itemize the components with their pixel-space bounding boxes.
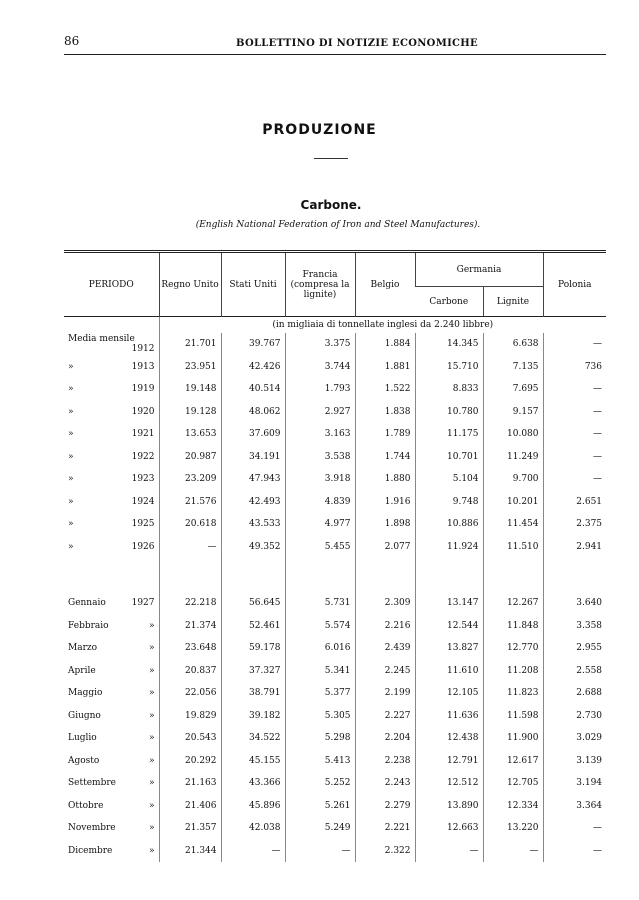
subsection-title: Carbone. <box>300 198 362 212</box>
annual-row <box>64 378 606 401</box>
period-label: » <box>68 429 74 440</box>
spacer-cell <box>159 558 221 592</box>
value-cell: 12.105 <box>415 682 483 705</box>
value-cell: — <box>543 333 606 356</box>
value-cell: 3.029 <box>543 727 606 750</box>
unit-note: (in migliaia di tonnellate inglesi da 2.240 libbre) <box>159 317 606 334</box>
value-cell: 5.574 <box>285 615 355 638</box>
value-cell: 20.987 <box>159 446 221 469</box>
value-cell: 49.352 <box>221 536 285 559</box>
period-label: Gennaio <box>68 598 106 609</box>
value-cell: — <box>415 840 483 863</box>
header-periodo: PERIODO <box>64 252 159 317</box>
value-cell: 2.238 <box>355 750 415 773</box>
value-cell: — <box>543 817 606 840</box>
period-year: » <box>148 688 155 699</box>
value-cell: 12.663 <box>415 817 483 840</box>
period-label: » <box>68 384 74 395</box>
value-cell: — <box>543 446 606 469</box>
value-cell: 4.839 <box>285 491 355 514</box>
period-label: Agosto <box>68 755 100 766</box>
period-label: Febbraio <box>68 620 109 631</box>
value-cell: 2.927 <box>285 401 355 424</box>
value-cell: 1.898 <box>355 513 415 536</box>
period-cell <box>64 513 159 536</box>
value-cell: 21.576 <box>159 491 221 514</box>
annual-row <box>64 536 606 559</box>
value-cell: 4.977 <box>285 513 355 536</box>
monthly-row <box>64 772 606 795</box>
value-cell: 21.701 <box>159 333 221 356</box>
value-cell: 59.178 <box>221 637 285 660</box>
value-cell: 8.833 <box>415 378 483 401</box>
period-cell <box>64 536 159 559</box>
value-cell: 10.780 <box>415 401 483 424</box>
value-cell: 37.609 <box>221 423 285 446</box>
value-cell: 2.730 <box>543 705 606 728</box>
header-francia: Francia (compresa la lignite) <box>285 252 355 317</box>
value-cell: 12.705 <box>483 772 543 795</box>
value-cell: 2.216 <box>355 615 415 638</box>
value-cell: 10.201 <box>483 491 543 514</box>
value-cell: 736 <box>543 356 606 379</box>
value-cell: 3.194 <box>543 772 606 795</box>
value-cell: 2.309 <box>355 592 415 615</box>
period-year: 1920 <box>131 406 155 417</box>
header-germania-carbone: Carbone <box>415 287 483 317</box>
value-cell: 2.651 <box>543 491 606 514</box>
header-polonia: Polonia <box>543 252 606 317</box>
period-label: Giugno <box>68 710 101 721</box>
value-cell: 5.252 <box>285 772 355 795</box>
value-cell: 2.077 <box>355 536 415 559</box>
period-cell <box>64 592 159 615</box>
value-cell: 23.648 <box>159 637 221 660</box>
value-cell: 52.461 <box>221 615 285 638</box>
period-year: 1925 <box>131 519 155 530</box>
annual-row <box>64 333 606 356</box>
value-cell: 12.438 <box>415 727 483 750</box>
value-cell: 3.163 <box>285 423 355 446</box>
value-cell: 2.955 <box>543 637 606 660</box>
period-cell <box>64 491 159 514</box>
value-cell: 13.827 <box>415 637 483 660</box>
value-cell: 20.543 <box>159 727 221 750</box>
period-cell <box>64 423 159 446</box>
spacer-cell <box>64 558 159 592</box>
value-cell: 2.279 <box>355 795 415 818</box>
period-year: 1922 <box>131 451 155 462</box>
header-germania: Germania <box>415 252 543 287</box>
period-year: 1924 <box>131 496 155 507</box>
value-cell: 2.245 <box>355 660 415 683</box>
period-year: » <box>148 643 155 654</box>
value-cell: 19.148 <box>159 378 221 401</box>
header-regno-unito: Regno Unito <box>159 252 221 317</box>
value-cell: 11.823 <box>483 682 543 705</box>
value-cell: 39.767 <box>221 333 285 356</box>
value-cell: 5.261 <box>285 795 355 818</box>
value-cell: 2.375 <box>543 513 606 536</box>
value-cell: 19.829 <box>159 705 221 728</box>
value-cell: 21.374 <box>159 615 221 638</box>
period-year: » <box>148 665 155 676</box>
annual-row <box>64 401 606 424</box>
header-rule <box>64 54 606 55</box>
value-cell: — <box>543 423 606 446</box>
period-cell <box>64 795 159 818</box>
value-cell: 7.695 <box>483 378 543 401</box>
value-cell: 3.364 <box>543 795 606 818</box>
value-cell: 2.688 <box>543 682 606 705</box>
value-cell: 11.249 <box>483 446 543 469</box>
period-cell <box>64 817 159 840</box>
value-cell: 3.375 <box>285 333 355 356</box>
monthly-row <box>64 592 606 615</box>
value-cell: 38.791 <box>221 682 285 705</box>
value-cell: 12.544 <box>415 615 483 638</box>
period-year: 1926 <box>131 541 155 552</box>
value-cell: 5.341 <box>285 660 355 683</box>
page-number: 86 <box>64 34 80 48</box>
period-cell <box>64 378 159 401</box>
value-cell: 3.744 <box>285 356 355 379</box>
value-cell: 21.406 <box>159 795 221 818</box>
period-year: » <box>148 845 155 856</box>
source-note: (English National Federation of Iron and Steel Manufactures). <box>195 220 481 230</box>
coal-production-table <box>64 250 606 862</box>
annual-row <box>64 513 606 536</box>
period-year: 1921 <box>131 429 155 440</box>
value-cell: 9.700 <box>483 468 543 491</box>
value-cell: — <box>543 378 606 401</box>
spacer-cell <box>483 558 543 592</box>
value-cell: 11.175 <box>415 423 483 446</box>
period-cell <box>64 705 159 728</box>
value-cell: 5.731 <box>285 592 355 615</box>
monthly-row <box>64 615 606 638</box>
value-cell: 2.322 <box>355 840 415 863</box>
value-cell: 15.710 <box>415 356 483 379</box>
period-label: » <box>68 406 74 417</box>
value-cell: 1.793 <box>285 378 355 401</box>
value-cell: 2.204 <box>355 727 415 750</box>
value-cell: 1.789 <box>355 423 415 446</box>
period-label: Ottobre <box>68 800 104 811</box>
value-cell: 45.155 <box>221 750 285 773</box>
period-cell <box>64 750 159 773</box>
value-cell: 2.227 <box>355 705 415 728</box>
period-cell <box>64 446 159 469</box>
unit-note-spacer <box>64 317 159 334</box>
period-label: Marzo <box>68 643 98 654</box>
value-cell: 37.327 <box>221 660 285 683</box>
value-cell: 22.056 <box>159 682 221 705</box>
value-cell: 9.748 <box>415 491 483 514</box>
value-cell: 12.512 <box>415 772 483 795</box>
spacer-cell <box>355 558 415 592</box>
value-cell: 20.292 <box>159 750 221 773</box>
header-stati-uniti: Stati Uniti <box>221 252 285 317</box>
value-cell: 13.890 <box>415 795 483 818</box>
row-group-spacer <box>64 558 606 592</box>
value-cell: 10.080 <box>483 423 543 446</box>
period-cell <box>64 637 159 660</box>
value-cell: 6.638 <box>483 333 543 356</box>
monthly-row <box>64 840 606 863</box>
period-year: » <box>148 800 155 811</box>
value-cell: 11.848 <box>483 615 543 638</box>
value-cell: 2.243 <box>355 772 415 795</box>
value-cell: 19.128 <box>159 401 221 424</box>
value-cell: 45.896 <box>221 795 285 818</box>
annual-row <box>64 356 606 379</box>
value-cell: 11.598 <box>483 705 543 728</box>
spacer-cell <box>221 558 285 592</box>
value-cell: 11.454 <box>483 513 543 536</box>
monthly-row <box>64 705 606 728</box>
period-cell <box>64 401 159 424</box>
monthly-row <box>64 817 606 840</box>
period-year: » <box>148 823 155 834</box>
value-cell: 23.209 <box>159 468 221 491</box>
monthly-row <box>64 660 606 683</box>
value-cell: 39.182 <box>221 705 285 728</box>
value-cell: 5.455 <box>285 536 355 559</box>
value-cell: 5.249 <box>285 817 355 840</box>
period-label: Novembre <box>68 823 116 834</box>
value-cell: 12.791 <box>415 750 483 773</box>
spacer-cell <box>415 558 483 592</box>
value-cell: 9.157 <box>483 401 543 424</box>
annual-row <box>64 491 606 514</box>
section-title: PRODUZIONE <box>262 122 377 138</box>
value-cell: 1.522 <box>355 378 415 401</box>
value-cell: 21.163 <box>159 772 221 795</box>
period-year: 1912 <box>131 344 155 355</box>
value-cell: 13.147 <box>415 592 483 615</box>
value-cell: 12.267 <box>483 592 543 615</box>
value-cell: — <box>543 840 606 863</box>
value-cell: 1.880 <box>355 468 415 491</box>
period-cell <box>64 660 159 683</box>
value-cell: 42.426 <box>221 356 285 379</box>
value-cell: — <box>543 468 606 491</box>
value-cell: 3.640 <box>543 592 606 615</box>
value-cell: 11.510 <box>483 536 543 559</box>
value-cell: — <box>221 840 285 863</box>
value-cell: — <box>159 536 221 559</box>
period-year: » <box>148 620 155 631</box>
running-title: BOLLETTINO DI NOTIZIE ECONOMICHE <box>236 38 478 49</box>
period-year: 1927 <box>131 598 155 609</box>
value-cell: 3.358 <box>543 615 606 638</box>
monthly-row <box>64 795 606 818</box>
value-cell: 10.886 <box>415 513 483 536</box>
value-cell: — <box>483 840 543 863</box>
value-cell: — <box>285 840 355 863</box>
value-cell: 2.439 <box>355 637 415 660</box>
period-cell <box>64 356 159 379</box>
value-cell: — <box>543 401 606 424</box>
value-cell: 5.298 <box>285 727 355 750</box>
value-cell: 5.377 <box>285 682 355 705</box>
period-label: Aprile <box>68 665 96 676</box>
value-cell: 12.770 <box>483 637 543 660</box>
period-label: Luglio <box>68 733 97 744</box>
value-cell: 34.522 <box>221 727 285 750</box>
value-cell: 12.334 <box>483 795 543 818</box>
period-cell <box>64 772 159 795</box>
value-cell: 14.345 <box>415 333 483 356</box>
period-label: Dicembre <box>68 845 113 856</box>
value-cell: 2.558 <box>543 660 606 683</box>
value-cell: 56.645 <box>221 592 285 615</box>
value-cell: 34.191 <box>221 446 285 469</box>
period-year: » <box>148 755 155 766</box>
value-cell: 3.538 <box>285 446 355 469</box>
value-cell: 21.357 <box>159 817 221 840</box>
monthly-row <box>64 682 606 705</box>
period-year: 1923 <box>131 474 155 485</box>
value-cell: 40.514 <box>221 378 285 401</box>
value-cell: 11.900 <box>483 727 543 750</box>
value-cell: 47.943 <box>221 468 285 491</box>
period-year: » <box>148 733 155 744</box>
value-cell: 43.533 <box>221 513 285 536</box>
value-cell: 3.139 <box>543 750 606 773</box>
header-germania-lignite: Lignite <box>483 287 543 317</box>
value-cell: 1.881 <box>355 356 415 379</box>
period-label: » <box>68 541 74 552</box>
value-cell: 5.413 <box>285 750 355 773</box>
period-year: 1919 <box>131 384 155 395</box>
value-cell: 3.918 <box>285 468 355 491</box>
period-cell <box>64 682 159 705</box>
value-cell: 7.135 <box>483 356 543 379</box>
value-cell: 20.618 <box>159 513 221 536</box>
period-cell <box>64 840 159 863</box>
value-cell: 43.366 <box>221 772 285 795</box>
value-cell: 2.221 <box>355 817 415 840</box>
value-cell: 42.493 <box>221 491 285 514</box>
monthly-row <box>64 727 606 750</box>
value-cell: 10.701 <box>415 446 483 469</box>
period-cell <box>64 468 159 491</box>
value-cell: 13.220 <box>483 817 543 840</box>
value-cell: 48.062 <box>221 401 285 424</box>
value-cell: 11.636 <box>415 705 483 728</box>
value-cell: 23.951 <box>159 356 221 379</box>
title-divider <box>314 158 348 159</box>
period-label: » <box>68 361 74 372</box>
value-cell: 13.653 <box>159 423 221 446</box>
value-cell: 1.884 <box>355 333 415 356</box>
period-year: » <box>148 710 155 721</box>
period-cell <box>64 615 159 638</box>
value-cell: 2.199 <box>355 682 415 705</box>
value-cell: 2.941 <box>543 536 606 559</box>
value-cell: 21.344 <box>159 840 221 863</box>
value-cell: 1.838 <box>355 401 415 424</box>
period-label: Media mensile <box>68 334 135 345</box>
value-cell: 5.104 <box>415 468 483 491</box>
annual-row <box>64 468 606 491</box>
monthly-row <box>64 750 606 773</box>
period-label: » <box>68 474 74 485</box>
value-cell: 11.610 <box>415 660 483 683</box>
value-cell: 1.916 <box>355 491 415 514</box>
value-cell: 5.305 <box>285 705 355 728</box>
value-cell: 20.837 <box>159 660 221 683</box>
spacer-cell <box>285 558 355 592</box>
period-label: Settembre <box>68 778 116 789</box>
period-year: » <box>148 778 155 789</box>
value-cell: 6.016 <box>285 637 355 660</box>
header-belgio: Belgio <box>355 252 415 317</box>
value-cell: 1.744 <box>355 446 415 469</box>
period-year: 1913 <box>131 361 155 372</box>
period-label: » <box>68 519 74 530</box>
annual-row <box>64 446 606 469</box>
spacer-cell <box>543 558 606 592</box>
value-cell: 11.924 <box>415 536 483 559</box>
period-label: » <box>68 496 74 507</box>
period-label: » <box>68 451 74 462</box>
value-cell: 22.218 <box>159 592 221 615</box>
value-cell: 12.617 <box>483 750 543 773</box>
period-label: Maggio <box>68 688 103 699</box>
period-cell <box>64 727 159 750</box>
value-cell: 42.038 <box>221 817 285 840</box>
period-cell <box>64 333 159 356</box>
monthly-row <box>64 637 606 660</box>
value-cell: 11.208 <box>483 660 543 683</box>
annual-row <box>64 423 606 446</box>
